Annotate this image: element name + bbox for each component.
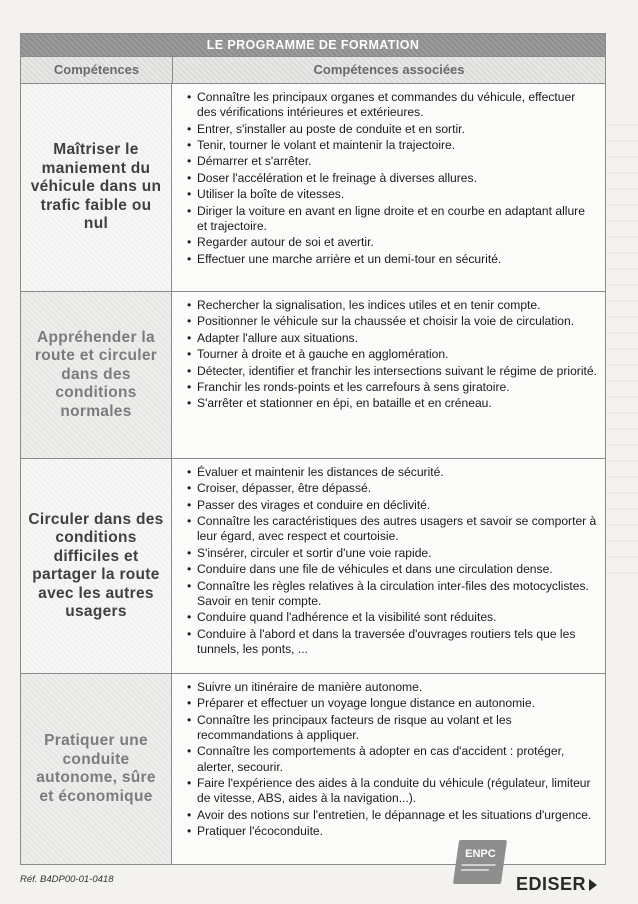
list-item: • Passer des virages et conduire en déclivité. [188, 498, 597, 513]
list-item: • Pratiquer l'écoconduite. [188, 824, 597, 839]
competence-cell-2: Appréhender la route et circuler dans des conditions normales [21, 292, 172, 458]
list-item: • Entrer, s'installer au poste de conduite et en sortir. [188, 122, 597, 137]
list-item: • Tenir, tourner le volant et maintenir la trajectoire. [188, 138, 597, 153]
header-competences: Compétences [21, 57, 173, 83]
list-item: • Utiliser la boîte de vitesses. [188, 187, 597, 202]
list-item: • Effectuer une marche arrière et un demi-tour en sécurité. [188, 252, 597, 267]
list-item: • Tourner à droite et à gauche en agglomération. [188, 347, 597, 362]
list-item: • Adapter l'allure aux situations. [188, 331, 597, 346]
brand-text: EDISER [516, 874, 587, 894]
list-item: • Conduire à l'abord et dans la traversée d'ouvrages routiers tels que les tunnels, les ponts, ... [188, 627, 597, 657]
badge-line-decor [461, 864, 495, 866]
ediser-brand-logo [516, 874, 597, 895]
list-item: • Conduire dans une file de véhicules et dans une circulation dense. [188, 562, 597, 577]
associated-list-4 [172, 674, 605, 864]
list-item: • Franchir les ronds-points et les carrefours à sens giratoire. [188, 380, 597, 395]
list-item: • Positionner le véhicule sur la chaussée et choisir la voie de circulation. [188, 314, 597, 329]
list-item: • Regarder autour de soi et avertir. [188, 235, 597, 250]
list-item: • Connaître les comportements à adopter en cas d'accident : protéger, alerter, secourir. [188, 744, 597, 774]
badge-line-decor [461, 869, 489, 871]
table-title: LE PROGRAMME DE FORMATION [21, 34, 605, 56]
list-item: • Faire l'expérience des aides à la conduite du véhicule (régulateur, limiteur de vitesse, ABS, aides à la navigation...). [188, 776, 597, 806]
table-header-row [21, 56, 605, 84]
reference-code: Réf. B4DP00-01-0418 [20, 874, 114, 885]
competence-cell-3: Circuler dans des conditions difficiles et partager la route avec les autres usagers [21, 459, 172, 673]
list-item: • Évaluer et maintenir les distances de sécurité. [188, 465, 597, 480]
header-competences-associees: Compétences associées [313, 62, 465, 77]
list-item: • Démarrer et s'arrêter. [188, 154, 597, 169]
table-row-4 [21, 674, 605, 864]
program-table [20, 33, 606, 865]
list-item: • Connaître les principaux facteurs de risque au volant et les recommandations à appliquer. [188, 713, 597, 743]
competence-cell-4: Pratiquer une conduite autonome, sûre et économique [21, 674, 172, 864]
list-item: • Avoir des notions sur l'entretien, le dépannage et les situations d'urgence. [188, 808, 597, 823]
list-item: • Diriger la voiture en avant en ligne droite et en courbe en adaptant allure et trajectoire. [188, 204, 597, 234]
list-item: • Connaître les caractéristiques des autres usagers et savoir se comporter à leur égard, avec respect et courtoisie. [188, 514, 597, 544]
list-item: • Connaître les principaux organes et commandes du véhicule, effectuer des vérifications intérieures et extérieures. [188, 90, 597, 120]
list-item: • S'insérer, circuler et sortir d'une voie rapide. [188, 546, 597, 561]
table-row-1 [21, 84, 605, 292]
associated-list-3 [172, 459, 605, 673]
list-item: • Préparer et effectuer un voyage longue distance en autonomie. [188, 696, 597, 711]
table-row-2 [21, 292, 605, 459]
enpc-badge-text: ENPC [465, 848, 496, 860]
competence-cell-1: Maîtriser le maniement du véhicule dans un trafic faible ou nul [21, 84, 172, 291]
enpc-badge-logo [453, 840, 507, 884]
brand-arrow-icon [589, 879, 597, 891]
list-item: • Détecter, identifier et franchir les intersections suivant le régime de priorité. [188, 364, 597, 379]
list-item: • Doser l'accélération et le freinage à diverses allures. [188, 171, 597, 186]
list-item: • Conduire quand l'adhérence et la visibilité sont réduites. [188, 610, 597, 625]
list-item: • Suivre un itinéraire de manière autonome. [188, 680, 597, 695]
list-item: • Croiser, dépasser, être dépassé. [188, 481, 597, 496]
associated-list-1 [172, 84, 605, 291]
table-row-3 [21, 459, 605, 674]
list-item: • Rechercher la signalisation, les indices utiles et en tenir compte. [188, 298, 597, 313]
list-item: • S'arrêter et stationner en épi, en bataille et en créneau. [188, 396, 597, 411]
associated-list-2 [172, 292, 605, 458]
list-item: • Connaître les règles relatives à la circulation inter-files des motocyclistes. Savoir en tenir compte. [188, 579, 597, 609]
